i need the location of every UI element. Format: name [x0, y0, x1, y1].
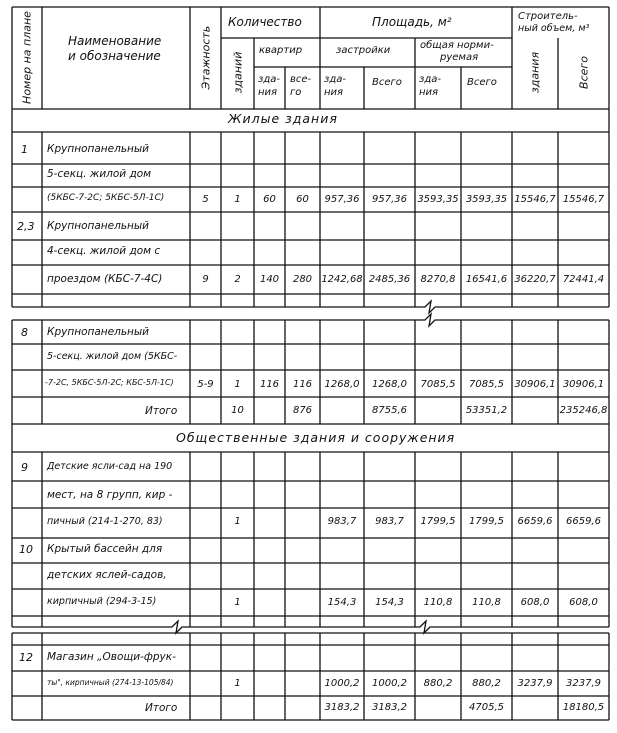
cell-volume-building: 30906,1: [514, 379, 556, 390]
row-name-line: Магазин „Овощи-фрук-: [47, 651, 176, 663]
header-area: Площадь, м²: [372, 15, 452, 29]
cell-builtup-total: 3183,2: [372, 702, 407, 713]
cell-apt-total: 876: [292, 405, 313, 416]
row-number: 1: [21, 143, 28, 156]
cell-builtup-building: 957,36: [324, 194, 360, 205]
row-number: 10: [19, 543, 33, 556]
header-floors: Этажность: [199, 25, 213, 90]
cell-norm-total: 16541,6: [465, 274, 508, 285]
row-name-line: Крупнопанельный: [47, 220, 149, 232]
cell-volume-total: 3237,9: [566, 678, 601, 689]
header-total-norm-1: общая норми-: [420, 40, 494, 51]
total-label: Итого: [145, 405, 178, 417]
header-vol-total: Всего: [577, 56, 591, 89]
cell-apt-total: 116: [292, 379, 313, 390]
header-total-norm-2: руемая: [440, 52, 479, 63]
cell-apt-total: 60: [296, 194, 309, 205]
header-name-line1: Наименование: [68, 34, 162, 48]
cell-volume-total: 6659,6: [566, 516, 601, 527]
cell-volume-building: 6659,6: [517, 516, 553, 527]
cell-volume-total: 235246,8: [559, 405, 608, 416]
row-name-line: Крытый бассейн для: [47, 543, 163, 555]
cell-floors: 5: [202, 194, 209, 205]
row-name-line: пичный (214-1-270, 83): [47, 516, 163, 527]
header-volume-2: ный объем, м³: [518, 23, 590, 34]
cell-buildings: 2: [234, 274, 241, 285]
cell-norm-building: 8270,8: [420, 274, 456, 285]
cell-buildings: 1: [234, 516, 241, 527]
cell-builtup-building: 983,7: [327, 516, 357, 527]
cell-apt-building: 60: [263, 194, 276, 205]
cell-builtup-building: 154,3: [327, 597, 357, 608]
cell-norm-total: 880,2: [472, 678, 501, 689]
cell-builtup-total: 1268,0: [372, 379, 407, 390]
header-apt-total-2: го: [290, 87, 302, 98]
cell-builtup-building: 1000,2: [324, 678, 360, 689]
row-name-line: Крупнопанельный: [47, 143, 149, 155]
header-volume-1: Строитель-: [518, 11, 578, 22]
header-apartments: квартир: [259, 45, 303, 56]
cell-buildings: 1: [234, 379, 241, 390]
cell-norm-building: 880,2: [423, 678, 453, 689]
cell-volume-building: 608,0: [520, 597, 550, 608]
header-name-line2: и обозначение: [68, 49, 161, 63]
cell-builtup-building: 1268,0: [324, 379, 360, 390]
cell-floors: 9: [202, 274, 209, 285]
cell-norm-total: 4705,5: [469, 702, 504, 713]
row-number: 2,3: [17, 220, 35, 233]
cell-builtup-building: 1242,68: [321, 274, 363, 285]
row-name-line: 4-секц. жилой дом с: [47, 245, 161, 257]
total-label: Итого: [145, 702, 178, 714]
cell-norm-total: 1799,5: [469, 516, 504, 527]
header-num-on-plan: Номер на плане: [20, 11, 34, 104]
header-tn-total: Всего: [467, 77, 497, 88]
cell-norm-building: 1799,5: [420, 516, 456, 527]
row-name-line: Детские ясли-сад на 190: [47, 461, 173, 472]
header-bu-total: Всего: [372, 77, 402, 88]
row-name-line: (5КБС-7-2С; 5КБС-5Л-1С): [47, 193, 165, 203]
cell-norm-total: 3593,35: [465, 194, 508, 205]
cell-apt-building: 140: [259, 274, 280, 285]
row-number: 9: [21, 461, 28, 474]
header-bu-building-2: ния: [324, 87, 344, 98]
cell-volume-total: 30906,1: [562, 379, 605, 390]
section-residential: Жилые здания: [228, 111, 338, 126]
header-apt-total-1: все-: [290, 74, 312, 85]
header-apt-building-1: зда-: [258, 74, 280, 85]
cell-norm-total: 7085,5: [469, 379, 504, 390]
cell-buildings: 1: [234, 597, 241, 608]
cell-builtup-total: 983,7: [375, 516, 404, 527]
header-quantity: Количество: [228, 15, 302, 29]
cell-volume-building: 36220,7: [514, 274, 556, 285]
row-name-line: -7-2С, 5КБС-5Л-2С; КБС-5Л-1С): [45, 378, 174, 387]
cell-builtup-total: 154,3: [375, 597, 404, 608]
cell-volume-building: 15546,7: [514, 194, 556, 205]
cell-volume-total: 15546,7: [562, 194, 605, 205]
row-number: 8: [21, 326, 28, 339]
cell-builtup-total: 2485,36: [368, 274, 411, 285]
cell-buildings: 1: [234, 194, 241, 205]
header-vol-building: здания: [528, 51, 542, 94]
cell-buildings: 10: [231, 405, 244, 416]
row-name-line: детских яслей-садов,: [47, 569, 167, 581]
row-name-line: Крупнопанельный: [47, 326, 149, 338]
cell-norm-building: 3593,35: [417, 194, 459, 205]
cell-buildings: 1: [234, 678, 241, 689]
cell-norm-building: 7085,5: [420, 379, 456, 390]
header-tn-building-1: зда-: [419, 74, 441, 85]
header-built-up: застройки: [336, 45, 391, 56]
cell-builtup-total: 957,36: [372, 194, 407, 205]
cell-volume-total: 608,0: [569, 597, 598, 608]
cell-floors: 5-9: [197, 379, 214, 390]
section-public: Общественные здания и сооружения: [176, 430, 456, 445]
row-name-line: кирпичный (294-3-15): [47, 596, 157, 607]
cell-norm-building: 110,8: [423, 597, 453, 608]
cell-volume-total: 72441,4: [562, 274, 605, 285]
cell-volume-total: 18180,5: [562, 702, 605, 713]
cell-norm-total: 110,8: [472, 597, 501, 608]
row-name-line: проездом (КБС-7-4С): [47, 273, 163, 285]
cell-builtup-total: 8755,6: [372, 405, 407, 416]
row-name-line: 5-секц. жилой дом: [47, 168, 152, 180]
cell-apt-total: 280: [292, 274, 313, 285]
row-name-line: ты", кирпичный (274-13-105/84): [47, 678, 174, 687]
row-number: 12: [19, 651, 33, 664]
header-buildings: зданий: [231, 51, 245, 94]
header-apt-building-2: ния: [258, 87, 278, 98]
header-tn-building-2: ния: [419, 87, 439, 98]
row-name-line: мест, на 8 групп, кир -: [47, 489, 173, 501]
header-bu-building-1: зда-: [324, 74, 346, 85]
row-name-line: 5-секц. жилой дом (5КБС-: [47, 351, 178, 362]
cell-volume-building: 3237,9: [517, 678, 553, 689]
cell-apt-building: 116: [259, 379, 280, 390]
cell-builtup-building: 3183,2: [324, 702, 360, 713]
cell-norm-total: 53351,2: [465, 405, 508, 416]
cell-builtup-total: 1000,2: [372, 678, 407, 689]
